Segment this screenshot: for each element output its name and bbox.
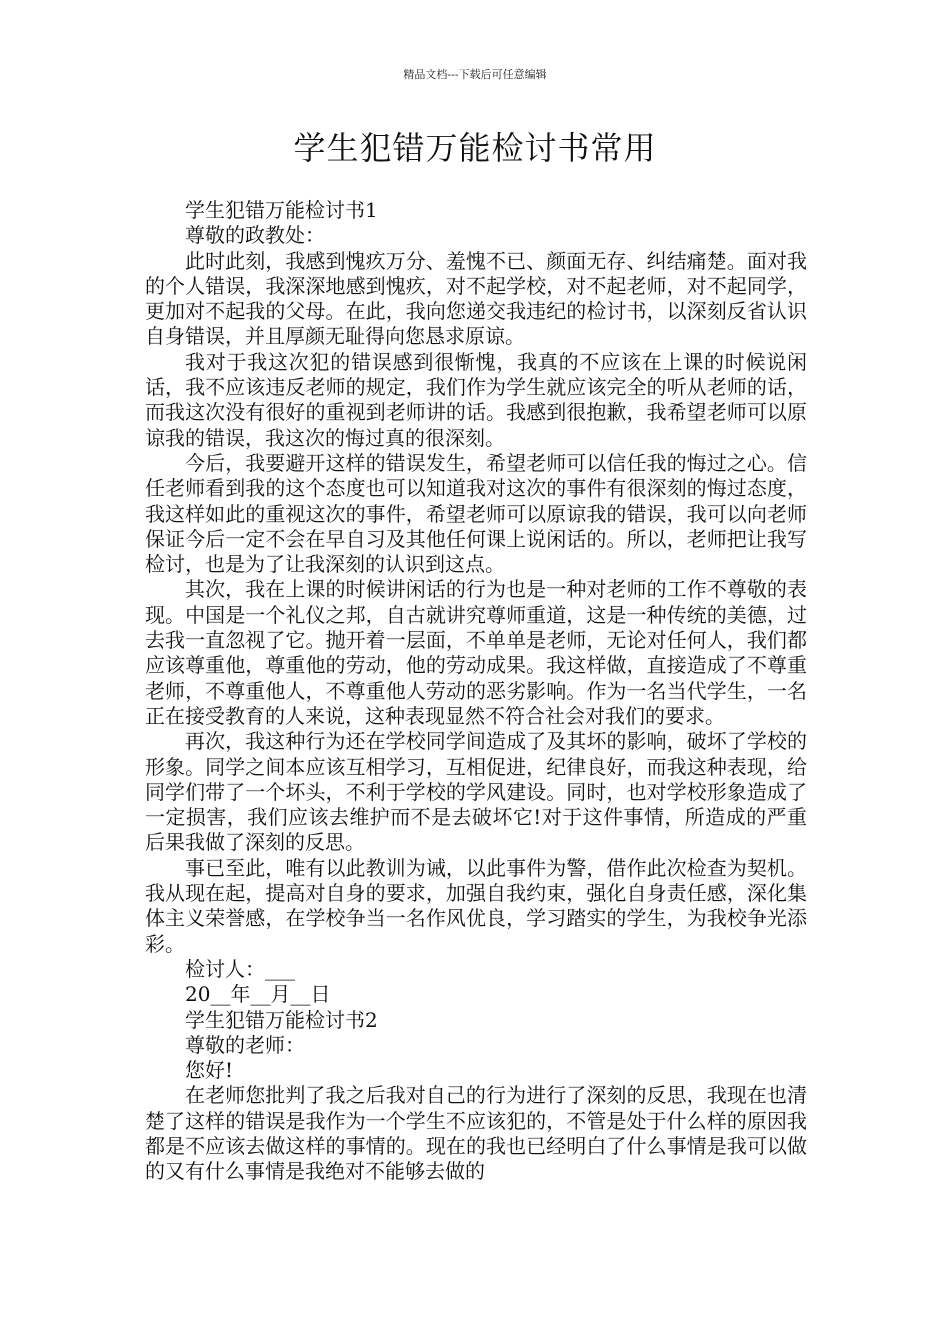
paragraph: 您好! xyxy=(185,1058,234,1083)
paragraph: 20__年__月__日 xyxy=(185,982,331,1007)
paragraph: 学生犯错万能检讨书2 xyxy=(185,1007,378,1032)
paragraph: 此时此刻，我感到愧疚万分、羞愧不已、颜面无存、纠结痛楚。面对我的个人错误，我深深地感到愧疚，对不起学校，对不起老师，对不起同学，更加对不起我的父母。在此，我向您递交我违纪的检讨书，以深刻反省认识自身错误，并且厚颜无耻得向您恳求原谅。 xyxy=(145,248,807,349)
paragraph: 事已至此，唯有以此教训为诫，以此事件为警，借作此次检查为契机。我从现在起，提高对自身的要求，加强自我约束，强化自身责任感，深化集体主义荣誉感，在学校争当一名作风优良，学习踏实的学生，为我校争光添彩。 xyxy=(145,855,807,956)
paragraph: 检讨人：___ xyxy=(185,956,295,981)
paragraph: 再次，我这种行为还在学校同学间造成了及其坏的影响，破坏了学校的形象。同学之间本应该互相学习，互相促进，纪律良好，而我这种表现，给同学们带了一个坏头，不利于学校的学风建设。同时，也对学校形象造成了一定损害，我们应该去维护而不是去破坏它!对于这件事情，所造成的严重后果我做了深刻的反思。 xyxy=(145,729,807,855)
document-title: 学生犯错万能检讨书常用 xyxy=(293,129,657,167)
page-header: 精品文档---下载后可任意编辑 xyxy=(403,68,547,81)
paragraph: 今后，我要避开这样的错误发生，希望老师可以信任我的悔过之心。信任老师看到我的这个态度也可以知道我对这次的事件有很深刻的悔过态度，我这样如此的重视这次的事件，希望老师可以原谅我的错误，我可以向老师保证今后一定不会在早自习及其他任何课上说闲话的。所以，老师把让我写检讨，也是为了让我深刻的认识到这点。 xyxy=(145,450,807,577)
paragraph: 其次，我在上课的时候讲闲话的行为也是一种对老师的工作不尊敬的表现。中国是一个礼仪之邦，自古就讲究尊师重道，这是一种传统的美德，过去我一直忽视了它。抛开着一层面，不单单是老师，无论对任何人，我们都应该尊重他，尊重他的劳动，他的劳动成果。我这样做，直接造成了不尊重老师，不尊重他人，不尊重他人劳动的恶劣影响。作为一名当代学生，一名正在接受教育的人来说，这种表现显然不符合社会对我们的要求。 xyxy=(145,577,807,728)
paragraph: 尊敬的老师： xyxy=(185,1032,305,1057)
paragraph: 我对于我这次犯的错误感到很惭愧，我真的不应该在上课的时候说闲话，我不应该违反老师的规定，我们作为学生就应该完全的听从老师的话，而我这次没有很好的重视到老师讲的话。我感到很抱歉，我希望老师可以原谅我的错误，我这次的悔过真的很深刻。 xyxy=(145,349,807,450)
paragraph: 学生犯错万能检讨书1 xyxy=(185,198,378,222)
document-body xyxy=(145,198,807,1185)
paragraph: 在老师您批判了我之后我对自己的行为进行了深刻的反思，我现在也清楚了这样的错误是我作为一个学生不应该犯的，不管是处于什么样的原因我都是不应该去做这样的事情的。现在的我也已经明白了什么事情是我可以做的又有什么事情是我绝对不能够去做的 xyxy=(145,1083,807,1184)
paragraph: 尊敬的政教处： xyxy=(185,223,325,248)
